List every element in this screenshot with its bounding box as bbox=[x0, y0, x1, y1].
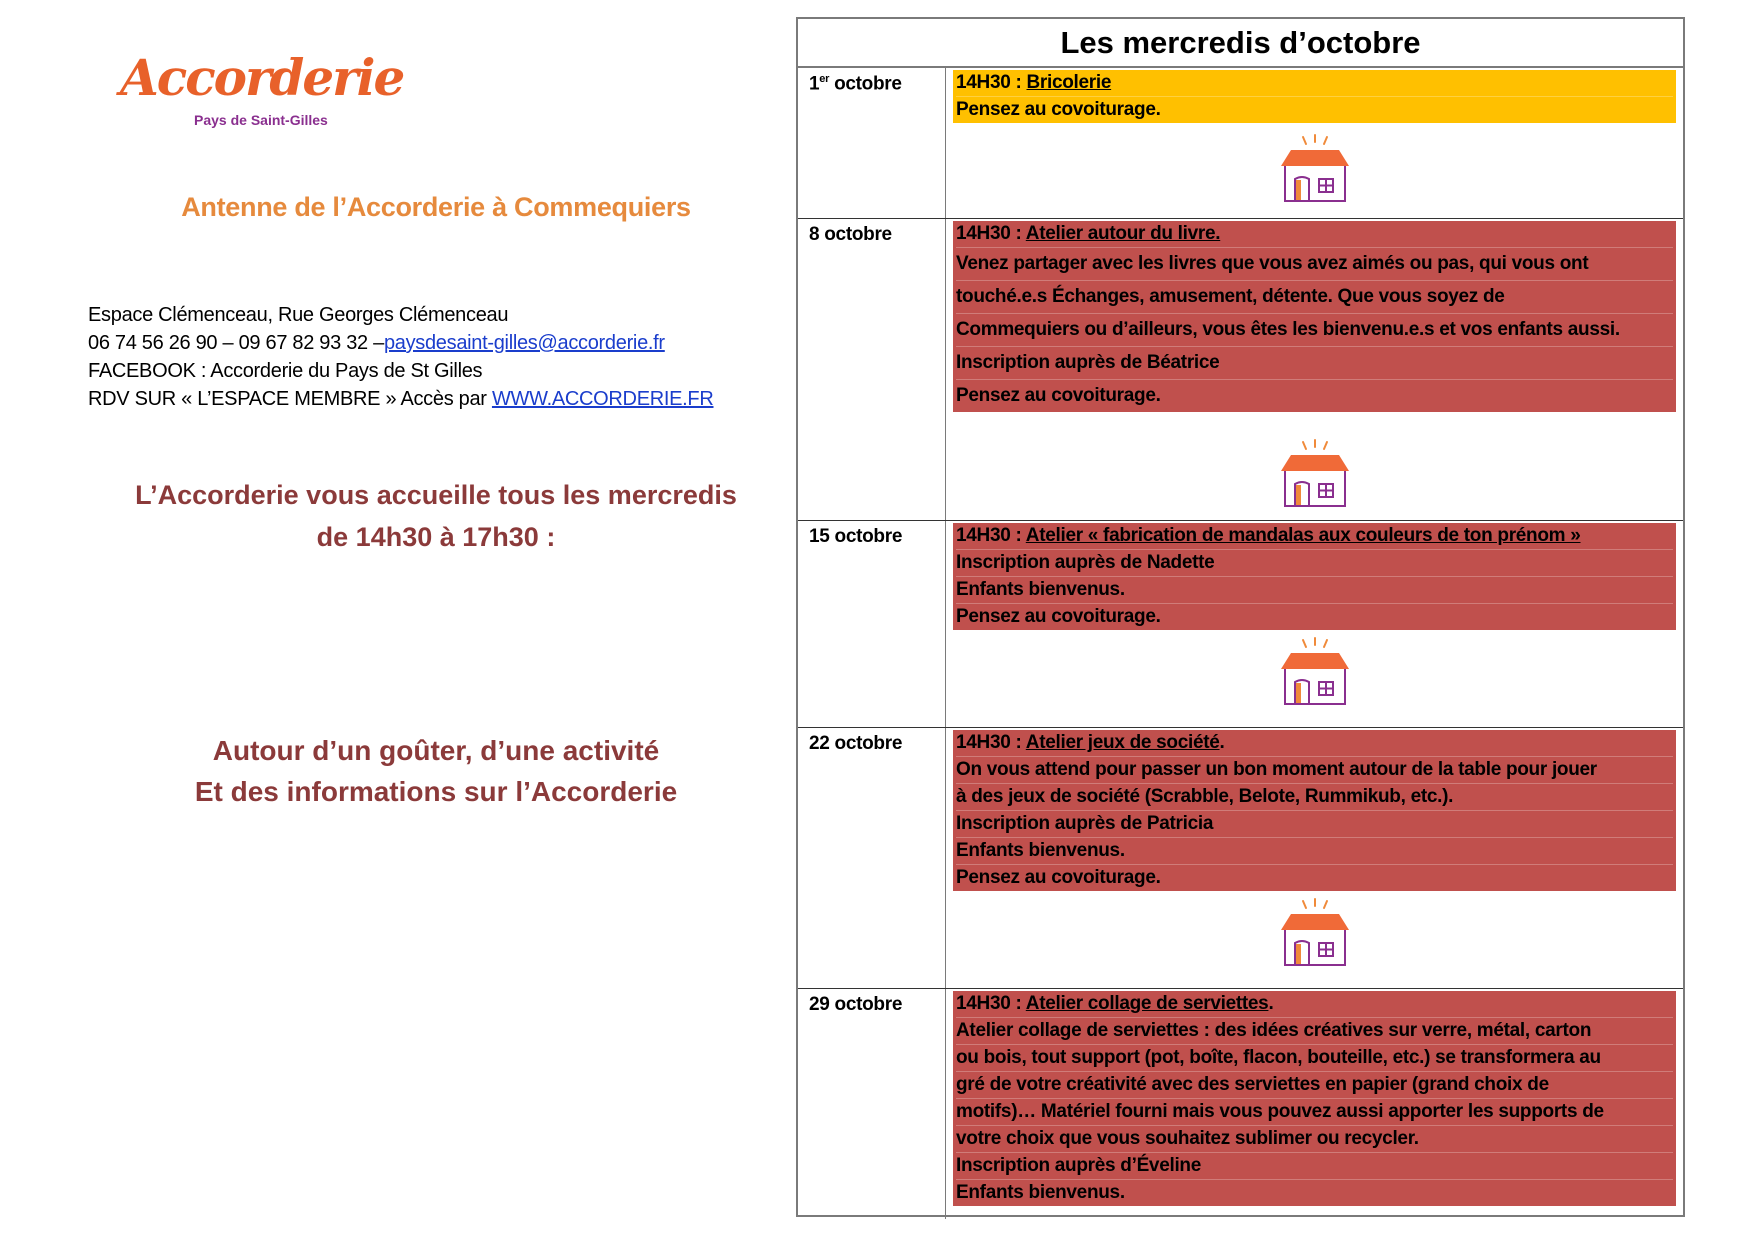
activity-cell bbox=[946, 219, 1683, 520]
activity-time: 14H30 : bbox=[956, 72, 1027, 93]
activity-line: à des jeux de société (Scrabble, Belote, Rummikub, etc.). bbox=[956, 784, 1673, 811]
activity-title-line bbox=[956, 991, 1673, 1018]
activity-line: Inscription auprès de Patricia bbox=[956, 811, 1673, 838]
contact-block bbox=[88, 301, 714, 413]
activity-line: Enfants bienvenus. bbox=[956, 577, 1673, 604]
contact-phones: 06 74 56 26 90 – 09 67 82 93 32 – bbox=[88, 332, 384, 354]
activity-line: Pensez au covoiturage. bbox=[956, 99, 1161, 120]
date-cell: 22 octobre bbox=[798, 728, 946, 988]
activity-time: 14H30 : bbox=[956, 525, 1026, 546]
schedule-row bbox=[798, 219, 1683, 521]
date-cell: 29 octobre bbox=[798, 989, 946, 1219]
activity-line: touché.e.s Échanges, amusement, détente. Que vous soyez de bbox=[956, 281, 1673, 314]
contact-address: Espace Clémenceau, Rue Georges Clémenceau bbox=[88, 304, 509, 326]
activity-name: Bricolerie bbox=[1026, 72, 1112, 93]
autour-line-1: Autour d’un goûter, d’une activité bbox=[212, 735, 660, 766]
schedule-row bbox=[798, 521, 1683, 728]
activity-cell bbox=[946, 989, 1683, 1219]
activity-line: Inscription auprès de Nadette bbox=[956, 550, 1673, 577]
activity-line: Inscription auprès d’Éveline bbox=[956, 1153, 1673, 1180]
welcome-line-2: de 14h30 à 17h30 : bbox=[316, 522, 556, 552]
activity-cell bbox=[946, 728, 1683, 988]
activity-time: 14H30 : bbox=[956, 993, 1026, 1014]
logo-script-text: Accorderie bbox=[120, 48, 404, 107]
contact-facebook: FACEBOOK : Accorderie du Pays de St Gilles bbox=[88, 360, 483, 382]
autour-line-2: Et des informations sur l’Accorderie bbox=[194, 776, 678, 807]
schedule-row bbox=[798, 989, 1683, 1219]
logo-subtitle: Pays de Saint-Gilles bbox=[194, 112, 328, 128]
activity-suffix: . bbox=[1219, 732, 1225, 753]
activity-cell bbox=[946, 521, 1683, 727]
email-link[interactable]: paysdesaint-gilles@accorderie.fr bbox=[383, 332, 665, 354]
autour-message bbox=[80, 730, 792, 812]
rdv-text: RDV SUR « L’ESPACE MEMBRE » Accès par bbox=[88, 388, 492, 410]
activity-band bbox=[953, 221, 1676, 412]
house-icon bbox=[1275, 897, 1355, 967]
activity-line: Venez partager avec les livres que vous avez aimés ou pas, qui vous ont bbox=[956, 248, 1673, 281]
activity-title-line bbox=[956, 523, 1673, 550]
activity-line: motifs)… Matériel fourni mais vous pouvez aussi apporter les supports de bbox=[956, 1099, 1673, 1126]
house-icon bbox=[1275, 133, 1355, 203]
activity-name: Atelier collage de serviettes bbox=[1025, 993, 1269, 1014]
activity-title-line bbox=[956, 730, 1673, 757]
activity-line: Enfants bienvenus. bbox=[956, 1182, 1125, 1203]
activity-line: Pensez au covoiturage. bbox=[956, 385, 1161, 406]
activity-line: ou bois, tout support (pot, boîte, flacon, bouteille, etc.) se transformera au bbox=[956, 1045, 1673, 1072]
activity-band bbox=[953, 70, 1676, 123]
schedule-row bbox=[798, 728, 1683, 989]
welcome-message bbox=[80, 474, 792, 558]
schedule-table bbox=[796, 17, 1685, 1217]
activity-line: gré de votre créativité avec des serviettes en papier (grand choix de bbox=[956, 1072, 1673, 1099]
activity-time: 14H30 : bbox=[956, 732, 1026, 753]
date-number: 1 bbox=[809, 73, 820, 95]
house-icon bbox=[1275, 636, 1355, 706]
contact-rdv-line bbox=[88, 385, 714, 413]
schedule-row bbox=[798, 68, 1683, 219]
date-cell bbox=[798, 68, 946, 218]
date-superscript: er bbox=[819, 73, 830, 85]
activity-line: Enfants bienvenus. bbox=[956, 838, 1673, 865]
activity-title-line bbox=[956, 221, 1673, 248]
date-cell: 8 octobre bbox=[798, 219, 946, 520]
activity-line: On vous attend pour passer un bon moment autour de la table pour jouer bbox=[956, 757, 1673, 784]
activity-name: Atelier jeux de société bbox=[1025, 732, 1220, 753]
activity-line: Commequiers ou d’ailleurs, vous êtes les bienvenu.e.s et vos enfants aussi. bbox=[956, 314, 1673, 347]
date-month: octobre bbox=[829, 73, 902, 95]
welcome-line-1: L’Accorderie vous accueille tous les mercredis bbox=[135, 480, 737, 510]
activity-band bbox=[953, 991, 1676, 1206]
activity-suffix: . bbox=[1268, 993, 1274, 1014]
activity-line: Pensez au covoiturage. bbox=[956, 606, 1161, 627]
activity-time: 14H30 : bbox=[956, 223, 1026, 244]
activity-line: Inscription auprès de Béatrice bbox=[956, 347, 1673, 380]
website-link[interactable]: WWW.ACCORDERIE.FR bbox=[491, 388, 714, 410]
date-cell: 15 octobre bbox=[798, 521, 946, 727]
schedule-title: Les mercredis d’octobre bbox=[798, 19, 1683, 68]
activity-line: Atelier collage de serviettes : des idées créatives sur verre, métal, carton bbox=[956, 1018, 1673, 1045]
activity-line: Pensez au covoiturage. bbox=[956, 867, 1161, 888]
contact-phones-line bbox=[88, 329, 714, 357]
activity-band bbox=[953, 523, 1676, 630]
activity-cell bbox=[946, 68, 1683, 218]
activity-name: Atelier « fabrication de mandalas aux couleurs de ton prénom » bbox=[1025, 525, 1581, 546]
antenne-title: Antenne de l’Accorderie à Commequiers bbox=[181, 192, 691, 222]
activity-name: Atelier autour du livre. bbox=[1025, 223, 1221, 244]
house-icon bbox=[1275, 438, 1355, 508]
accorderie-logo bbox=[120, 48, 404, 138]
activity-band bbox=[953, 730, 1676, 891]
activity-line: votre choix que vous souhaitez sublimer ou recycler. bbox=[956, 1126, 1673, 1153]
activity-title-line bbox=[956, 70, 1673, 97]
